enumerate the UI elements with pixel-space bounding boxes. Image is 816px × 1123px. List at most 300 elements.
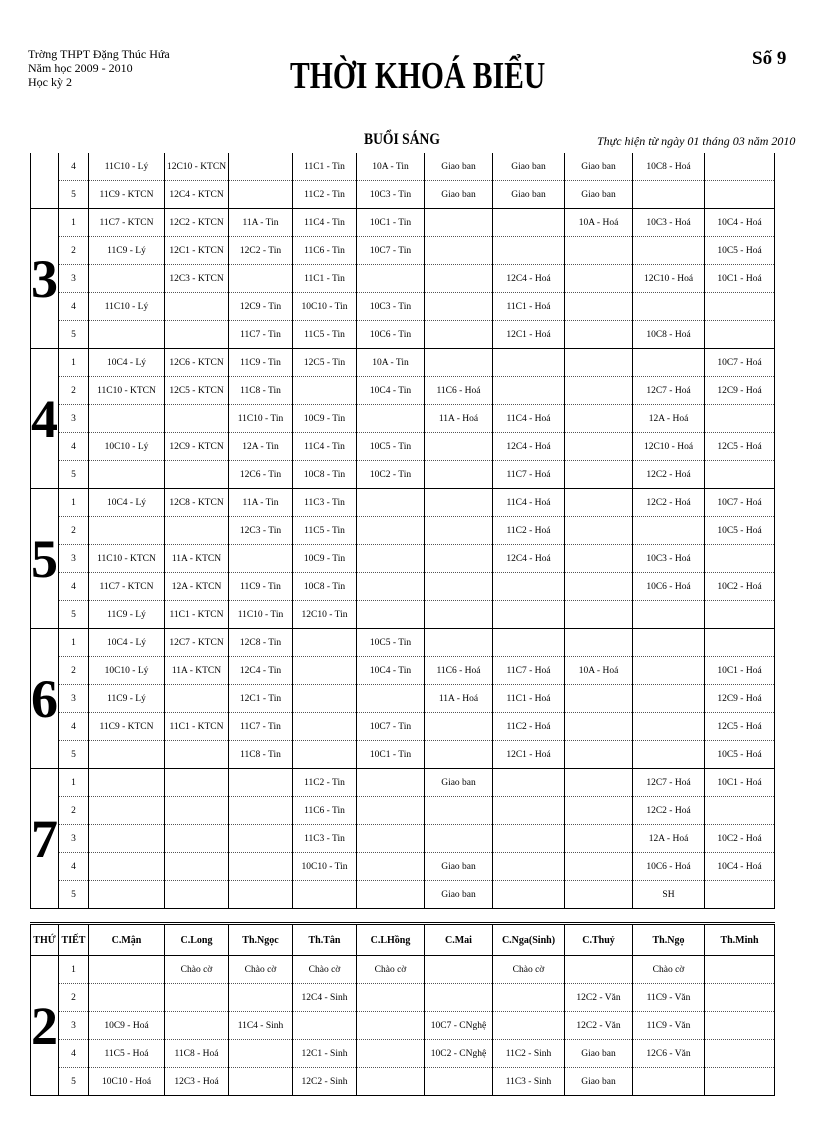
schedule-cell: 12C2 - Hoá (633, 489, 705, 517)
schedule-cell (633, 517, 705, 545)
schedule-cell: 12C10 - Hoá (633, 265, 705, 293)
column-header: C.Thuỷ (565, 924, 633, 956)
schedule-cell (357, 573, 425, 601)
schedule-cell: 10C9 - Tin (293, 545, 357, 573)
schedule-cell: 12C9 - KTCN (165, 433, 229, 461)
school-info (28, 47, 170, 89)
period-number: 2 (59, 517, 89, 545)
schedule-cell (89, 769, 165, 797)
schedule-cell: 10C4 - Hoá (705, 209, 775, 237)
schedule-cell: 12C3 - Tin (229, 517, 293, 545)
schedule-cell: Giao ban (493, 153, 565, 181)
schedule-cell (565, 601, 633, 629)
schedule-cell (229, 984, 293, 1012)
schedule-cell: 12C4 - Hoá (493, 265, 565, 293)
schedule-cell: 10C5 - Tin (357, 433, 425, 461)
schedule-cell: 10C8 - Tin (293, 573, 357, 601)
schedule-cell (425, 956, 493, 984)
schedule-cell (89, 881, 165, 909)
schedule-cell: Giao ban (425, 853, 493, 881)
schedule-cell (357, 1068, 425, 1096)
implementation-date: Thực hiện từ ngày 01 tháng 03 năm 2010 (597, 134, 796, 148)
period-number: 1 (59, 956, 89, 984)
schedule-cell (705, 1068, 775, 1096)
schedule-cell: 11A - KTCN (165, 657, 229, 685)
schedule-cell (565, 797, 633, 825)
table-row (31, 265, 775, 293)
table-row (31, 825, 775, 853)
schedule-cell: 10C7 - Hoá (705, 489, 775, 517)
schedule-cell: Giao ban (565, 1068, 633, 1096)
schedule-cell: 11C4 - Tin (293, 433, 357, 461)
schedule-cell (493, 825, 565, 853)
schedule-cell (633, 713, 705, 741)
schedule-cell (357, 825, 425, 853)
schedule-cell (565, 349, 633, 377)
period-number: 4 (59, 433, 89, 461)
schedule-cell (357, 1012, 425, 1040)
schedule-cell (425, 209, 493, 237)
schedule-cell (565, 629, 633, 657)
schedule-cell: 10C4 - Lý (89, 629, 165, 657)
schedule-cell (425, 797, 493, 825)
schedule-cell (425, 825, 493, 853)
schedule-cell (357, 881, 425, 909)
schedule-cell: Giao ban (425, 769, 493, 797)
schedule-cell (293, 1012, 357, 1040)
schedule-cell (425, 984, 493, 1012)
schedule-cell (565, 713, 633, 741)
schedule-cell: 12A - Hoá (633, 405, 705, 433)
schedule-cell: 11C9 - KTCN (89, 181, 165, 209)
schedule-cell: 10C2 - Hoá (705, 573, 775, 601)
schedule-cell: 11C9 - KTCN (89, 713, 165, 741)
schedule-cell (705, 797, 775, 825)
schedule-cell (165, 405, 229, 433)
table-row (31, 489, 775, 517)
schedule-cell: 12C6 - Tin (229, 461, 293, 489)
schedule-cell (565, 853, 633, 881)
table-row (31, 433, 775, 461)
schedule-cell (89, 984, 165, 1012)
schedule-cell: 11C10 - KTCN (89, 377, 165, 405)
schedule-cell (565, 405, 633, 433)
schedule-cell (565, 545, 633, 573)
period-number: 1 (59, 349, 89, 377)
schedule-cell (165, 293, 229, 321)
schedule-cell (89, 321, 165, 349)
schedule-cell (705, 629, 775, 657)
schedule-cell (633, 601, 705, 629)
schedule-cell (705, 405, 775, 433)
period-number: 4 (59, 713, 89, 741)
schedule-cell (565, 377, 633, 405)
schedule-cell: 11C4 - Hoá (493, 489, 565, 517)
schedule-cell (493, 797, 565, 825)
schedule-cell (493, 853, 565, 881)
schedule-cell: 11C10 - Tin (229, 601, 293, 629)
table-row (31, 181, 775, 209)
table-row (31, 1068, 775, 1096)
schedule-cell (165, 685, 229, 713)
schedule-cell (229, 881, 293, 909)
schedule-cell: 10A - Tin (357, 153, 425, 181)
schedule-cell: Giao ban (565, 181, 633, 209)
table-row (31, 741, 775, 769)
schedule-cell: 11C2 - Tin (293, 769, 357, 797)
table-row (31, 237, 775, 265)
schedule-cell: 12C4 - Hoá (493, 433, 565, 461)
schedule-cell: 10C3 - Tin (357, 293, 425, 321)
period-number: 5 (59, 601, 89, 629)
schedule-cell: 11C10 - KTCN (89, 545, 165, 573)
schedule-cell: 10C4 - Tin (357, 657, 425, 685)
schedule-cell (705, 601, 775, 629)
schedule-cell: 11C1 - Hoá (493, 685, 565, 713)
schedule-cell: 10C4 - Lý (89, 489, 165, 517)
schedule-cell (493, 769, 565, 797)
schedule-cell: 12C9 - Hoá (705, 685, 775, 713)
schedule-cell: 10C1 - Tin (357, 741, 425, 769)
schedule-cell: 12C6 - Văn (633, 1040, 705, 1068)
schedule-cell: 10C3 - Hoá (633, 545, 705, 573)
schedule-cell: 12C1 - Hoá (493, 741, 565, 769)
schedule-cell: 10C10 - Tin (293, 853, 357, 881)
schedule-cell (705, 1040, 775, 1068)
schedule-cell (357, 489, 425, 517)
schedule-cell: 10C1 - Tin (357, 209, 425, 237)
schedule-cell (357, 984, 425, 1012)
schedule-cell: 11C9 - Văn (633, 984, 705, 1012)
schedule-cell: 11C7 - Tin (229, 321, 293, 349)
schedule-cell (493, 881, 565, 909)
period-number: 4 (59, 853, 89, 881)
schedule-cell (89, 853, 165, 881)
schedule-cell: 11C3 - Sinh (493, 1068, 565, 1096)
schedule-cell (293, 741, 357, 769)
table-row (31, 321, 775, 349)
semester: Học kỳ 2 (28, 75, 72, 89)
column-header: THỨ (31, 924, 59, 956)
schedule-cell: 10A - Hoá (565, 657, 633, 685)
schedule-cell (229, 797, 293, 825)
schedule-cell: 11C2 - Hoá (493, 517, 565, 545)
schedule-cell: 12C9 - Tin (229, 293, 293, 321)
table-row (31, 853, 775, 881)
schedule-cell (565, 321, 633, 349)
schedule-cell: 10C5 - Hoá (705, 237, 775, 265)
schedule-cell (357, 1040, 425, 1068)
schedule-cell (89, 741, 165, 769)
table-row (31, 153, 775, 181)
schedule-cell: Chào cờ (229, 956, 293, 984)
schedule-cell (493, 377, 565, 405)
schedule-cell (425, 461, 493, 489)
table-row (31, 1012, 775, 1040)
schedule-cell: 10C4 - Lý (89, 349, 165, 377)
schedule-cell (565, 685, 633, 713)
schedule-cell (165, 321, 229, 349)
schedule-cell: 12C2 - Văn (565, 1012, 633, 1040)
table-row (31, 881, 775, 909)
schedule-cell (565, 461, 633, 489)
schedule-cell: 11C6 - Tin (293, 237, 357, 265)
column-header: Th.Ngọ (633, 924, 705, 956)
schedule-cell: 10C6 - Hoá (633, 853, 705, 881)
schedule-cell: 11C7 - KTCN (89, 573, 165, 601)
schedule-cell (293, 629, 357, 657)
schedule-cell: Chào cờ (357, 956, 425, 984)
schedule-cell: 12C10 - Tin (293, 601, 357, 629)
table-row (31, 769, 775, 797)
schedule-cell: 12C8 - Tin (229, 629, 293, 657)
schedule-cell: 11C5 - Tin (293, 517, 357, 545)
schedule-cell: 10C6 - Hoá (633, 573, 705, 601)
schedule-cell: 10C5 - Tin (357, 629, 425, 657)
schedule-cell: 12C9 - Hoá (705, 377, 775, 405)
schedule-cell (165, 825, 229, 853)
table-row (31, 405, 775, 433)
schedule-cell (565, 881, 633, 909)
schedule-cell: Giao ban (493, 181, 565, 209)
schedule-cell: 11C10 - Tin (229, 405, 293, 433)
schedule-cell (89, 797, 165, 825)
period-number: 5 (59, 181, 89, 209)
schedule-cell (565, 489, 633, 517)
schedule-cell (493, 349, 565, 377)
period-number: 5 (59, 881, 89, 909)
schedule-cell: Chào cờ (633, 956, 705, 984)
schedule-cell: 10C8 - Hoá (633, 153, 705, 181)
schedule-cell (425, 573, 493, 601)
schedule-cell: 11C4 - Tin (293, 209, 357, 237)
schedule-cell (293, 377, 357, 405)
schedule-cell (165, 1012, 229, 1040)
table-row (31, 461, 775, 489)
schedule-cell (357, 517, 425, 545)
schedule-cell: 12A - Hoá (633, 825, 705, 853)
schedule-cell (565, 769, 633, 797)
school-name: Trờng THPT Đặng Thúc Hứa (28, 47, 170, 61)
schedule-cell (425, 1068, 493, 1096)
schedule-cell (565, 517, 633, 545)
schedule-cell (89, 825, 165, 853)
schedule-cell (165, 797, 229, 825)
schedule-cell (705, 984, 775, 1012)
schedule-cell (89, 461, 165, 489)
schedule-cell (705, 153, 775, 181)
schedule-cell (425, 321, 493, 349)
schedule-cell: 10C6 - Tin (357, 321, 425, 349)
schedule-cell: 12C5 - Hoá (705, 713, 775, 741)
schedule-cell (425, 433, 493, 461)
period-number: 3 (59, 1012, 89, 1040)
schedule-cell (633, 181, 705, 209)
schedule-cell: 10C7 - Hoá (705, 349, 775, 377)
schedule-cell (705, 461, 775, 489)
schedule-cell (293, 713, 357, 741)
schedule-cell (493, 573, 565, 601)
teacher-header-row (31, 924, 775, 956)
period-number: 3 (59, 545, 89, 573)
schedule-cell (565, 433, 633, 461)
afternoon-timetable (30, 922, 775, 1096)
day-label: 3 (31, 209, 59, 349)
schedule-cell (565, 825, 633, 853)
schedule-cell (357, 853, 425, 881)
period-number: 2 (59, 237, 89, 265)
schedule-cell: 10A - Hoá (565, 209, 633, 237)
schedule-cell: 10C3 - Hoá (633, 209, 705, 237)
schedule-cell (425, 265, 493, 293)
schedule-cell: 12A - Tin (229, 433, 293, 461)
table-row (31, 209, 775, 237)
schedule-cell: Giao ban (425, 153, 493, 181)
schedule-cell: 11C4 - Sinh (229, 1012, 293, 1040)
schedule-cell (89, 517, 165, 545)
schedule-cell: 12C8 - KTCN (165, 489, 229, 517)
schedule-cell: Chào cờ (165, 956, 229, 984)
schedule-cell: 12A - KTCN (165, 573, 229, 601)
schedule-cell: 11A - Tin (229, 489, 293, 517)
schedule-cell: 11C8 - Tin (229, 741, 293, 769)
schedule-cell: Giao ban (425, 881, 493, 909)
period-number: 2 (59, 797, 89, 825)
schedule-cell (357, 405, 425, 433)
schedule-cell (293, 657, 357, 685)
column-header: Th.Tân (293, 924, 357, 956)
schedule-cell (565, 265, 633, 293)
schedule-cell (165, 881, 229, 909)
schedule-cell (165, 984, 229, 1012)
schedule-cell: 12C3 - KTCN (165, 265, 229, 293)
schedule-cell: 12C2 - Sinh (293, 1068, 357, 1096)
period-number: 1 (59, 629, 89, 657)
schedule-cell: 11C3 - Tin (293, 489, 357, 517)
column-header: TIẾT (59, 924, 89, 956)
schedule-cell (565, 237, 633, 265)
schedule-cell: 10C1 - Hoá (705, 657, 775, 685)
schedule-cell: 11C6 - Hoá (425, 657, 493, 685)
schedule-cell (357, 545, 425, 573)
document-number: Số 9 (752, 48, 787, 69)
schedule-cell (633, 657, 705, 685)
schedule-cell (293, 881, 357, 909)
table-row (31, 713, 775, 741)
schedule-cell: 11A - Hoá (425, 685, 493, 713)
schedule-cell: 11A - KTCN (165, 545, 229, 573)
schedule-cell: 12C4 - KTCN (165, 181, 229, 209)
table-row (31, 601, 775, 629)
schedule-cell (357, 769, 425, 797)
schedule-cell (425, 293, 493, 321)
schedule-cell (357, 685, 425, 713)
morning-timetable (30, 153, 775, 909)
schedule-cell: 12C2 - Hoá (633, 461, 705, 489)
schedule-cell: 12C10 - Hoá (633, 433, 705, 461)
schedule-cell: 10C7 - CNghệ (425, 1012, 493, 1040)
column-header: C.Long (165, 924, 229, 956)
schedule-cell: Giao ban (425, 181, 493, 209)
column-header: C.Mận (89, 924, 165, 956)
schedule-cell: 11A - Tin (229, 209, 293, 237)
schedule-cell (89, 956, 165, 984)
schedule-cell (705, 545, 775, 573)
schedule-cell (229, 1068, 293, 1096)
schedule-cell: 10C4 - Hoá (705, 853, 775, 881)
table-row (31, 984, 775, 1012)
schedule-cell (165, 461, 229, 489)
schedule-cell: 10C1 - Hoá (705, 769, 775, 797)
period-number: 3 (59, 405, 89, 433)
schedule-cell: 11C4 - Hoá (493, 405, 565, 433)
period-number: 1 (59, 489, 89, 517)
schedule-cell (425, 601, 493, 629)
schedule-cell (165, 517, 229, 545)
schedule-cell: 11C7 - KTCN (89, 209, 165, 237)
schedule-cell: 11C9 - Tin (229, 349, 293, 377)
schedule-cell (357, 601, 425, 629)
schedule-cell: 11C3 - Tin (293, 825, 357, 853)
schedule-cell (565, 293, 633, 321)
schedule-cell (229, 265, 293, 293)
schedule-cell: 11C2 - Sinh (493, 1040, 565, 1068)
schedule-cell: 10C9 - Tin (293, 405, 357, 433)
schedule-cell: SH (633, 881, 705, 909)
schedule-cell: 11C10 - Lý (89, 293, 165, 321)
schedule-cell: 12C5 - KTCN (165, 377, 229, 405)
schedule-cell: 10C7 - Tin (357, 237, 425, 265)
schedule-cell: Chào cờ (493, 956, 565, 984)
schedule-cell (705, 181, 775, 209)
schedule-cell: 12C2 - Tin (229, 237, 293, 265)
schedule-cell (89, 405, 165, 433)
schedule-cell: 12C3 - Hoá (165, 1068, 229, 1096)
schedule-cell (565, 956, 633, 984)
schedule-cell: Chào cờ (293, 956, 357, 984)
schedule-cell: 10C2 - Tin (357, 461, 425, 489)
schedule-cell (425, 629, 493, 657)
schedule-cell (493, 601, 565, 629)
schedule-cell (425, 741, 493, 769)
schedule-cell: 11C2 - Hoá (493, 713, 565, 741)
schedule-cell: 11C9 - Văn (633, 1012, 705, 1040)
schedule-cell: 11C9 - Lý (89, 237, 165, 265)
schedule-cell (705, 293, 775, 321)
period-number: 4 (59, 153, 89, 181)
schedule-cell (633, 349, 705, 377)
schedule-cell: 11C1 - KTCN (165, 601, 229, 629)
schedule-cell (633, 1068, 705, 1096)
schedule-cell: 11C9 - Lý (89, 601, 165, 629)
schedule-cell (229, 545, 293, 573)
schedule-cell: 10C9 - Hoá (89, 1012, 165, 1040)
schedule-cell: 12C5 - Tin (293, 349, 357, 377)
day-label: 2 (31, 956, 59, 1096)
schedule-cell: 11C2 - Tin (293, 181, 357, 209)
schedule-cell: 10C5 - Hoá (705, 741, 775, 769)
schedule-cell (493, 984, 565, 1012)
schedule-cell: 12C6 - KTCN (165, 349, 229, 377)
period-number: 2 (59, 377, 89, 405)
schedule-cell (425, 237, 493, 265)
table-row (31, 629, 775, 657)
schedule-cell: 11C8 - Tin (229, 377, 293, 405)
schedule-cell (229, 153, 293, 181)
table-row (31, 797, 775, 825)
schedule-cell: 10A - Tin (357, 349, 425, 377)
table-row (31, 293, 775, 321)
